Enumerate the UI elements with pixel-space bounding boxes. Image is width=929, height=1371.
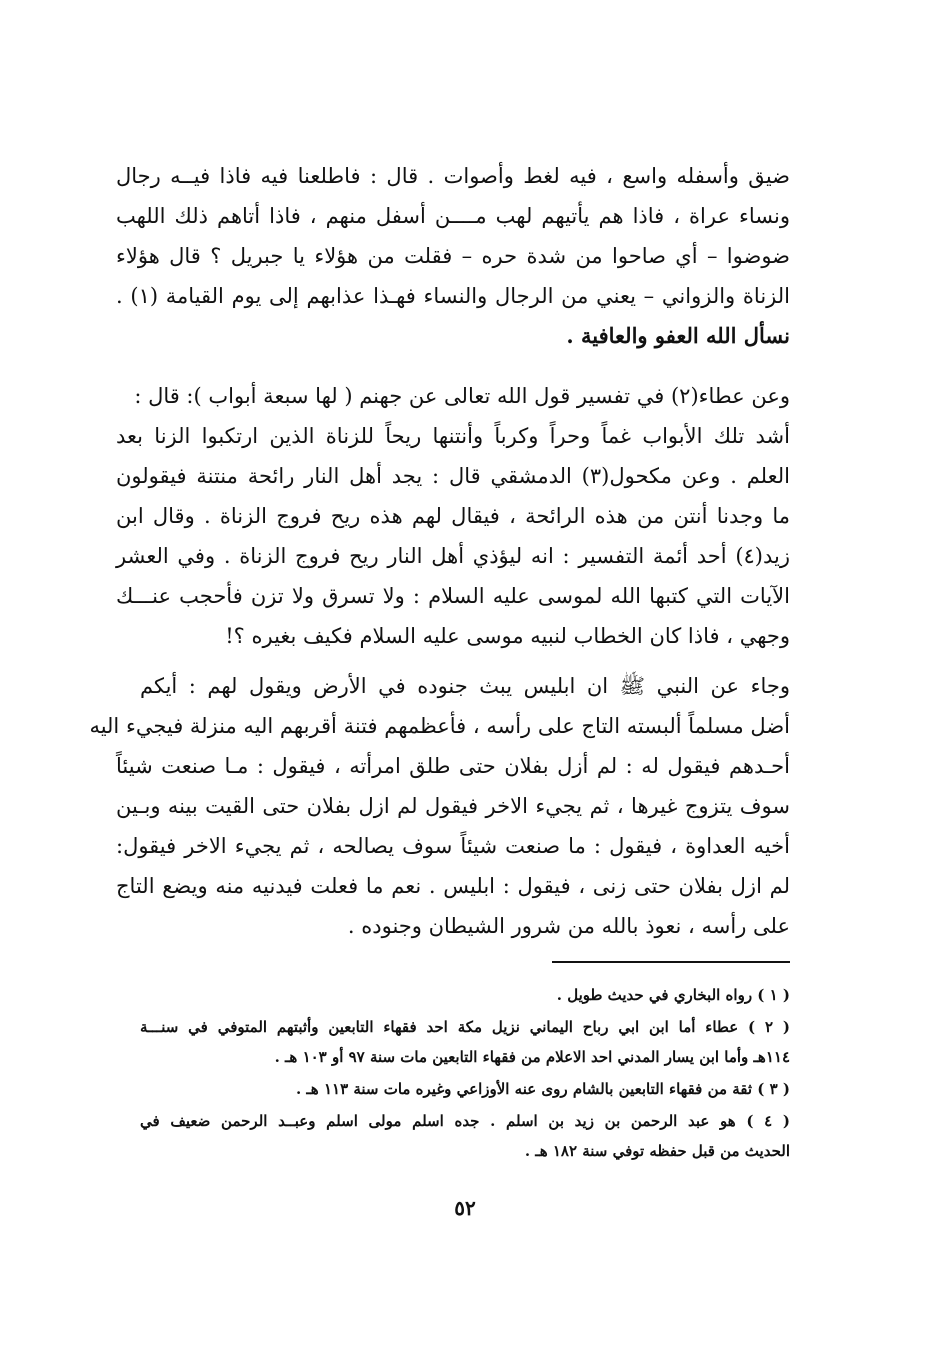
text-line: على رأسه ، نعوذ بالله من شرور الشيطان وجنوده . [347, 914, 790, 938]
paragraph-1 [116, 156, 790, 356]
footnote-4-continued: الحديث من قبل حفظه توفي سنة ١٨٢ هـ . [524, 1142, 790, 1160]
text-line: ضيق وأسفله واسع ، فيه لغط وأصوات . قال : فاطلعنا فيه فاذا فيــه رجال [116, 164, 790, 188]
text-line: وجهي ، فاذا كان الخطاب لنبيه موسى عليه السلام فكيف بغيره ؟! [225, 624, 790, 648]
text-line: الآيات التي كتبها الله لموسى عليه السلام : ولا تسرق ولا تزن فأحجب عنـــك [116, 584, 790, 608]
page-number: ٥٢ [454, 1196, 476, 1220]
footnote-divider [552, 961, 790, 963]
footnote-1: ( ١ ) رواه البخاري في حديث طويل . [556, 986, 790, 1004]
text-line: ما وجدنا أنتن من هذه الرائحة ، فيقال لهم هذه ريح فروج الزناة . وقال ابن [116, 504, 790, 528]
text-line: لم ازل بفلان حتى زنى ، فيقول : ابليس . نعم ما فعلت فيدنيه منه ويضع التاج [116, 874, 790, 898]
paragraph-2 [116, 376, 790, 656]
text-line: وجاء عن النبي ﷺ ان ابليس يبث جنوده في الأرض ويقول لهم : أيكم [140, 674, 790, 698]
footnote-2-continued: ١١٤هـ وأما ابن يسار المدني احد الاعلام من فقهاء التابعين مات سنة ٩٧ أو ١٠٣ هـ . [274, 1048, 790, 1066]
footnote-4: ( ٤ ) هو عبد الرحمن بن زيد بن اسلم . جده اسلم مولى اسلم وعبــد الرحمن ضعيف في [140, 1112, 790, 1130]
text-line: العلم . وعن مكحول(٣) الدمشقي قال : يجد أهل النار رائحة منتنة فيقولون [116, 464, 790, 488]
footnotes [116, 980, 790, 1170]
text-line: أحـدهم فيقول له : لم أزل بفلان حتى طلق امرأته ، فيقول : مـا صنعت شيئاً [116, 754, 790, 778]
text-line: أضل مسلماً ألبسته التاج على رأسه ، فأعظمهم فتنة أقربهم اليه منزلة فيجيء اليه [89, 714, 790, 738]
text-line: زيد(٤) أحد أئمة التفسير : انه ليؤذي أهل النار ريح فروج الزناة . وفي العشر [116, 544, 790, 568]
footnote-2: ( ٢ ) عطاء أما ابن ابي رباح اليماني نزيل مكة احد فقهاء التابعين وأثبتهم المتوفي في سنـــة [140, 1018, 791, 1036]
text-line: أشد تلك الأبواب غماً وحراً وكرباً وأنتنها ريحاً للزناة الذين ارتكبوا الزنا بعد [116, 424, 790, 448]
paragraph-3 [89, 666, 790, 946]
text-line: ضوضوا – أي صاحوا من شدة حره – فقلت من هؤلاء يا جبريل ؟ قال هؤلاء [116, 244, 790, 268]
footnote-3: ( ٣ ) ثقة من فقهاء التابعين بالشام روى عنه الأوزاعي وغيره مات سنة ١١٣ هـ . [295, 1080, 790, 1098]
text-line: وعن عطاء(٢) في تفسير قول الله تعالى عن جهنم ( لها سبعة أبواب ): قال : [134, 384, 790, 408]
text-line: الزناة والزواني – يعني من الرجال والنساء فهـذا عذابهم إلى يوم القيامة (١) . [116, 284, 790, 308]
text-line: سوف يتزوج غيرها ، ثم يجيء الاخر فيقول لم ازل بفلان حتى القيت بينه وبـين [116, 794, 790, 818]
text-line: أخيه العداوة ، فيقول : ما صنعت شيئاً سوف يصالحه ، ثم يجيء الاخر فيقول: [116, 834, 790, 858]
text-line: نسأل الله العفو والعافية . [566, 323, 790, 348]
text-line: ونساء عراة ، فاذا هم يأتيهم لهب مــــن أسفل منهم ، فاذا أتاهم ذلك اللهب [116, 204, 790, 228]
